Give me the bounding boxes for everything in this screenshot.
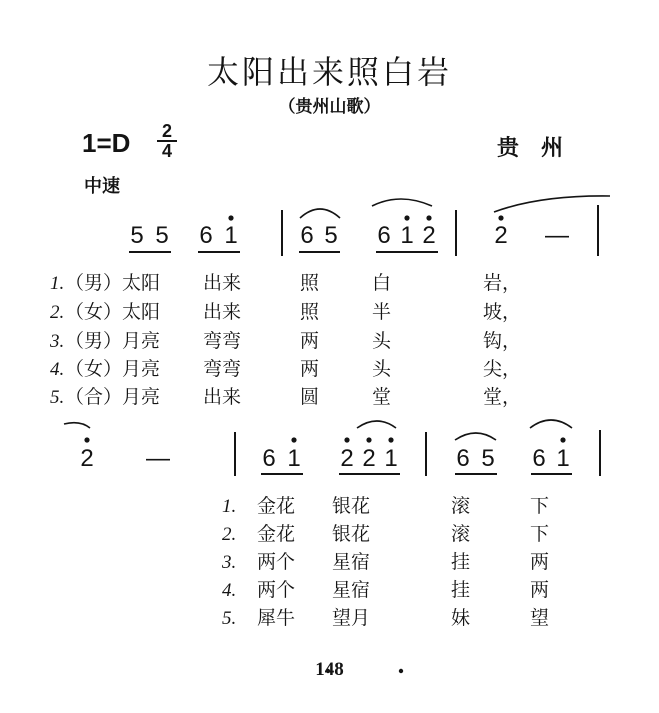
note: 1 <box>224 222 238 249</box>
lyric-word: 坡， <box>483 301 522 323</box>
note: 5 <box>130 222 144 249</box>
note: 1 <box>287 445 301 472</box>
verse-number: 4. <box>50 359 65 380</box>
lyric-word: 挂 <box>451 579 471 601</box>
octave-dot <box>498 215 503 220</box>
slur <box>300 209 340 218</box>
song-subtitle: （贵州山歌） <box>278 97 381 117</box>
slur <box>530 420 572 428</box>
page-number: 148 <box>315 659 344 680</box>
lyric-word: （男）月亮 <box>65 330 161 352</box>
lyric-word: 半 <box>372 301 392 323</box>
note: 6 <box>300 222 314 249</box>
lyric-word: 银花 <box>332 523 371 545</box>
verse-number: 3. <box>50 331 65 352</box>
verse-number: 3. <box>222 552 237 573</box>
octave-dots <box>84 215 569 673</box>
lyric-word: 出来 <box>203 386 242 408</box>
duration-underlines <box>129 252 572 474</box>
lyric-word: 尖， <box>483 358 522 380</box>
lyric-word: 照 <box>300 301 320 323</box>
octave-dot <box>560 437 565 442</box>
region-label: 贵州 <box>497 136 586 161</box>
octave-dot <box>344 437 349 442</box>
octave-dot <box>388 437 393 442</box>
lyric-word: 星宿 <box>332 551 371 573</box>
lyric-word: 两 <box>530 579 550 601</box>
lyric-word: （合）月亮 <box>65 386 161 408</box>
lyric-word: 星宿 <box>332 579 371 601</box>
dash-note: — <box>545 222 569 249</box>
key-signature: 1=D <box>82 128 131 158</box>
lyric-word: 犀牛 <box>257 607 296 629</box>
note: 2 <box>422 222 436 249</box>
time-signature-bottom: 4 <box>161 141 172 161</box>
verse-number: 1. <box>50 273 65 294</box>
lyric-word: 银花 <box>332 495 371 517</box>
verse-number: 5. <box>50 387 65 408</box>
slur <box>455 433 496 440</box>
slurs <box>64 196 610 440</box>
lyric-word: 两 <box>300 358 320 380</box>
time-signature-top: 2 <box>161 121 172 141</box>
note: 5 <box>324 222 338 249</box>
bar-lines <box>235 205 600 476</box>
note: 6 <box>456 445 470 472</box>
note: 5 <box>155 222 169 249</box>
tie-start <box>494 196 610 212</box>
note: 1 <box>556 445 570 472</box>
tempo-marking: 中速 <box>84 176 120 197</box>
octave-dot <box>366 437 371 442</box>
note: 1 <box>400 222 414 249</box>
lyric-word: （女）太阳 <box>65 301 161 323</box>
lyric-word: 堂 <box>372 386 392 408</box>
octave-dot <box>404 215 409 220</box>
lyric-word: 头 <box>372 330 392 352</box>
lyric-word: 两个 <box>257 551 296 573</box>
dash-note: — <box>146 445 170 472</box>
lyric-word: 白 <box>372 272 392 294</box>
note: 2 <box>340 445 354 472</box>
verse-number: 1. <box>222 496 237 517</box>
song-title: 太阳出来照白岩 <box>206 53 452 91</box>
note: 2 <box>80 445 94 472</box>
note: 1 <box>384 445 398 472</box>
note: 6 <box>199 222 213 249</box>
lyric-word: 岩， <box>483 272 522 294</box>
slur <box>357 421 396 428</box>
lyric-word: 头 <box>372 358 392 380</box>
lyric-word: （男）太阳 <box>65 272 161 294</box>
lyric-word: 妹 <box>451 607 471 629</box>
verse-number: 2. <box>222 524 237 545</box>
lyric-word: 两 <box>300 330 320 352</box>
lyric-word: 挂 <box>451 551 471 573</box>
verse-number: 2. <box>50 302 65 323</box>
lyric-word: 下 <box>530 495 550 517</box>
lyric-word: 出来 <box>203 301 242 323</box>
note: 5 <box>481 445 495 472</box>
verse-number: 4. <box>222 580 237 601</box>
note: 6 <box>262 445 276 472</box>
lyric-word: 照 <box>300 272 320 294</box>
lyric-word: 堂， <box>483 386 522 408</box>
octave-dot <box>291 437 296 442</box>
lyric-word: 滚 <box>451 495 471 517</box>
lyric-word: 钩， <box>483 330 522 352</box>
lyric-word: 下 <box>530 523 550 545</box>
slur <box>372 199 432 206</box>
octave-dot <box>84 437 89 442</box>
lyric-word: 弯弯 <box>203 358 242 380</box>
lyric-word: 两个 <box>257 579 296 601</box>
note: 2 <box>362 445 376 472</box>
tie-end <box>64 423 90 428</box>
lyric-word: 弯弯 <box>203 330 242 352</box>
verse-number: 5. <box>222 608 237 629</box>
lyric-word: 圆 <box>300 386 320 408</box>
lyric-word: （女）月亮 <box>65 358 161 380</box>
lyric-word: 望 <box>530 607 550 629</box>
lyric-word: 金花 <box>257 495 296 517</box>
lyric-word: 两 <box>530 551 550 573</box>
lyric-word: 望月 <box>332 607 371 629</box>
lyric-word: 金花 <box>257 523 296 545</box>
octave-dot <box>228 215 233 220</box>
note: 6 <box>377 222 391 249</box>
lyric-word: 出来 <box>203 272 242 294</box>
note: 6 <box>532 445 546 472</box>
note: 2 <box>494 222 508 249</box>
lyric-word: 滚 <box>451 523 471 545</box>
octave-dot <box>426 215 431 220</box>
